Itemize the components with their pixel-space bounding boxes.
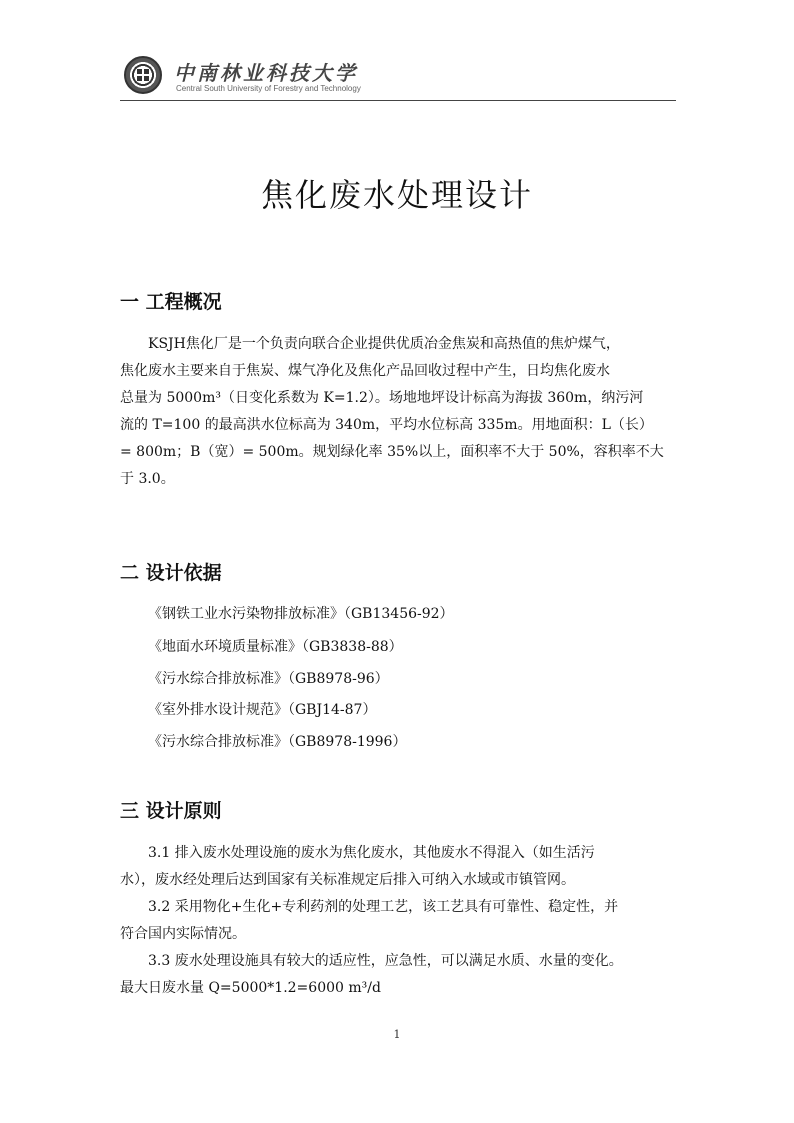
section-principles-paragraph <box>120 840 676 1002</box>
reference-standard-item: 《污水综合排放标准》（GB8978-1996） <box>148 734 407 750</box>
section-heading-principles: 三 设计原则 <box>120 800 222 822</box>
paragraph-line: 焦化废水主要来自于焦炭、煤气净化及焦化产品回收过程中产生，日均焦化废水 <box>120 363 610 379</box>
reference-standard-item: 《钢铁工业水污染物排放标准》（GB13456-92） <box>148 606 454 622</box>
university-seal-icon <box>124 56 162 94</box>
university-name-cn: 中南林业科技大学 <box>174 61 358 85</box>
university-name-en: Central South University of Forestry and Technology <box>176 84 361 93</box>
paragraph-line: 于 3.0。 <box>120 471 175 487</box>
page-header <box>120 54 676 101</box>
paragraph-line: 水），废水经处理后达到国家有关标准规定后排入可纳入水域或市镇管网。 <box>120 872 575 888</box>
section-heading-overview: 一 工程概况 <box>120 291 222 313</box>
reference-standard-item: 《地面水环境质量标准》（GB3838-88） <box>148 639 403 655</box>
reference-standard-item: 《室外排水设计规范》（GBJ14-87） <box>148 702 377 718</box>
reference-standard-item: 《污水综合排放标准》（GB8978-96） <box>148 671 389 687</box>
paragraph-line: 总量为 5000m³（日变化系数为 K=1.2）。场地地坪设计标高为海拔 360m，纳污河 <box>120 390 644 406</box>
paragraph-line: 3.2 采用物化+生化+专利药剂的处理工艺，该工艺具有可靠性、稳定性，并 <box>148 899 619 915</box>
paragraph-line: 流的 T=100 的最高洪水位标高为 340m，平均水位标高 335m。用地面积：L（长） <box>120 417 653 433</box>
paragraph-line: 3.1 排入废水处理设施的废水为焦化废水，其他废水不得混入（如生活污 <box>148 845 595 861</box>
document-title: 焦化废水处理设计 <box>260 176 533 214</box>
section-overview-paragraph <box>120 331 676 493</box>
section-heading-basis: 二 设计依据 <box>120 562 222 584</box>
paragraph-line: = 800m；B（宽）= 500m。规划绿化率 35%以上，面积率不大于 50%，容积率不大 <box>120 444 664 460</box>
paragraph-line: 3.3 废水处理设施具有较大的适应性，应急性，可以满足水质、水量的变化。 <box>148 953 623 969</box>
page-number: 1 <box>393 1028 401 1041</box>
paragraph-line: 最大日废水量 Q=5000*1.2=6000 m³/d <box>120 980 381 996</box>
paragraph-line: KSJH焦化厂是一个负责向联合企业提供优质冶金焦炭和高热值的焦炉煤气， <box>148 336 620 352</box>
paragraph-line: 符合国内实际情况。 <box>120 926 246 942</box>
